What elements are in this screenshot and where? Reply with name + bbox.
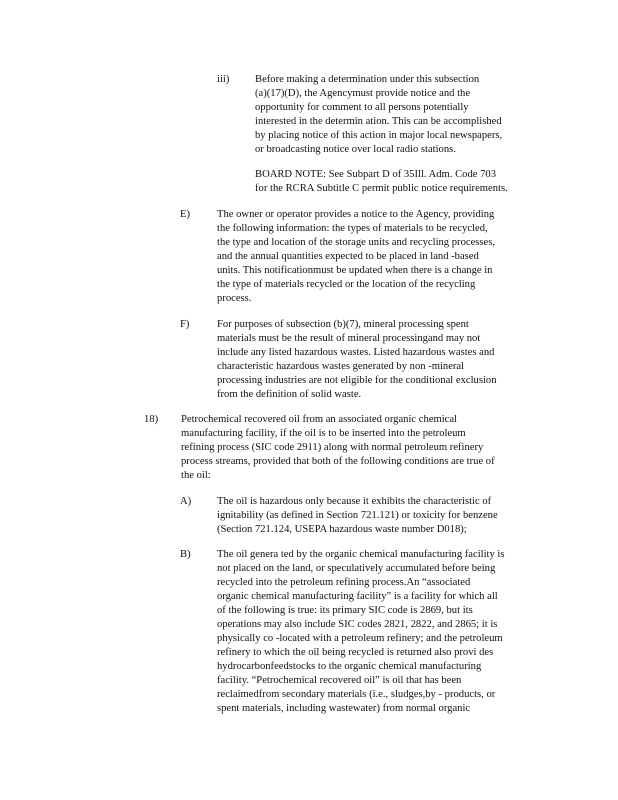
text-line: Petrochemical recovered oil from an associated organic chemical [181, 414, 458, 425]
paragraph-A-label: A) [180, 496, 192, 507]
paragraph-E-text [217, 208, 535, 306]
text-line: BOARD NOTE: See Subpart D of 35Ill. Adm. Code 703 [255, 169, 496, 180]
paragraph-F-label: F) [180, 319, 190, 330]
text-line: hydrocarbonfeedstocks to the organic chemical manufacturing [217, 661, 482, 672]
text-line: the type and location of the storage units and recycling processes, [217, 237, 495, 248]
text-line: Before making a determination under this subsection [255, 74, 480, 85]
text-line: from the definition of solid waste. [217, 389, 362, 400]
text-line: The oil genera ted by the organic chemical manufacturing facility is [217, 549, 505, 560]
text-line: recycled into the petroleum refining process.An “associated [217, 577, 471, 588]
paragraph-F-text [217, 318, 535, 402]
paragraph-E-label: E) [180, 209, 190, 220]
text-line: refining process (SIC code 2911) along with normal petroleum refinery [181, 442, 484, 453]
text-line: not placed on the land, or speculatively accumulated before being [217, 563, 496, 574]
text-line: process streams, provided that both of the following conditions are true of [181, 456, 495, 467]
text-line: process. [217, 293, 252, 304]
paragraph-A-text [217, 495, 535, 537]
board-note [255, 168, 537, 196]
text-line: and the annual quantities expected to be placed in land -based [217, 251, 479, 262]
text-line: operations may also include SIC codes 2821, 2822, and 2865; it is [217, 619, 498, 630]
subitem-iii-text [255, 73, 537, 157]
text-line: characteristic hazardous wastes generated by non -mineral [217, 361, 465, 372]
text-line: include any listed hazardous wastes. Listed hazardous wastes and [217, 347, 495, 358]
subitem-iii-label: iii) [217, 74, 230, 85]
text-line: interested in the determin ation. This can be accomplished [255, 116, 502, 127]
text-line: materials must be the result of mineral processingand may not [217, 333, 481, 344]
paragraph-B-text [217, 548, 542, 716]
text-line: refinery to which the oil being recycled is returned also provi des [217, 647, 494, 658]
text-line: or broadcasting notice over local radio stations. [255, 144, 456, 155]
text-line: processing industries are not eligible for the conditional exclusion [217, 375, 497, 386]
text-line: the oil: [181, 470, 211, 481]
text-line: (a)(17)(D), the Agencymust provide notice and the [255, 88, 471, 99]
text-line: reclaimedfrom secondary materials (i.e., sludges,by - products, or [217, 689, 496, 700]
text-line: For purposes of subsection (b)(7), mineral processing spent [217, 319, 469, 330]
text-line: physically co -located with a petroleum refinery; and the petroleum [217, 633, 503, 644]
item-18-label: 18) [144, 414, 159, 425]
item-18-text [181, 413, 539, 483]
text-line: manufacturing facility, if the oil is to be inserted into the petroleum [181, 428, 466, 439]
text-line: of the following is true: its primary SIC code is 2869, but its [217, 605, 473, 616]
text-line: opportunity for comment to all persons potentially [255, 102, 469, 113]
text-line: for the RCRA Subtitle C permit public notice requirements. [255, 183, 508, 194]
text-line: The owner or operator provides a notice to the Agency, providing [217, 209, 495, 220]
text-line: units. This notificationmust be updated when there is a change in [217, 265, 493, 276]
text-line: facility. “Petrochemical recovered oil” is oil that has been [217, 675, 462, 686]
text-line: the type of materials recycled or the location of the recycling [217, 279, 476, 290]
text-line: (Section 721.124, USEPA hazardous waste number D018); [217, 524, 467, 535]
text-line: by placing notice of this action in major local newspapers, [255, 130, 503, 141]
text-line: The oil is hazardous only because it exhibits the characteristic of [217, 496, 492, 507]
text-line: ignitability (as defined in Section 721.121) or toxicity for benzene [217, 510, 498, 521]
text-line: organic chemical manufacturing facility” is a facility for which all [217, 591, 498, 602]
text-line: the following information: the types of materials to be recycled, [217, 223, 488, 234]
text-line: spent materials, including wastewater) from normal organic [217, 703, 471, 714]
paragraph-B-label: B) [180, 549, 191, 560]
